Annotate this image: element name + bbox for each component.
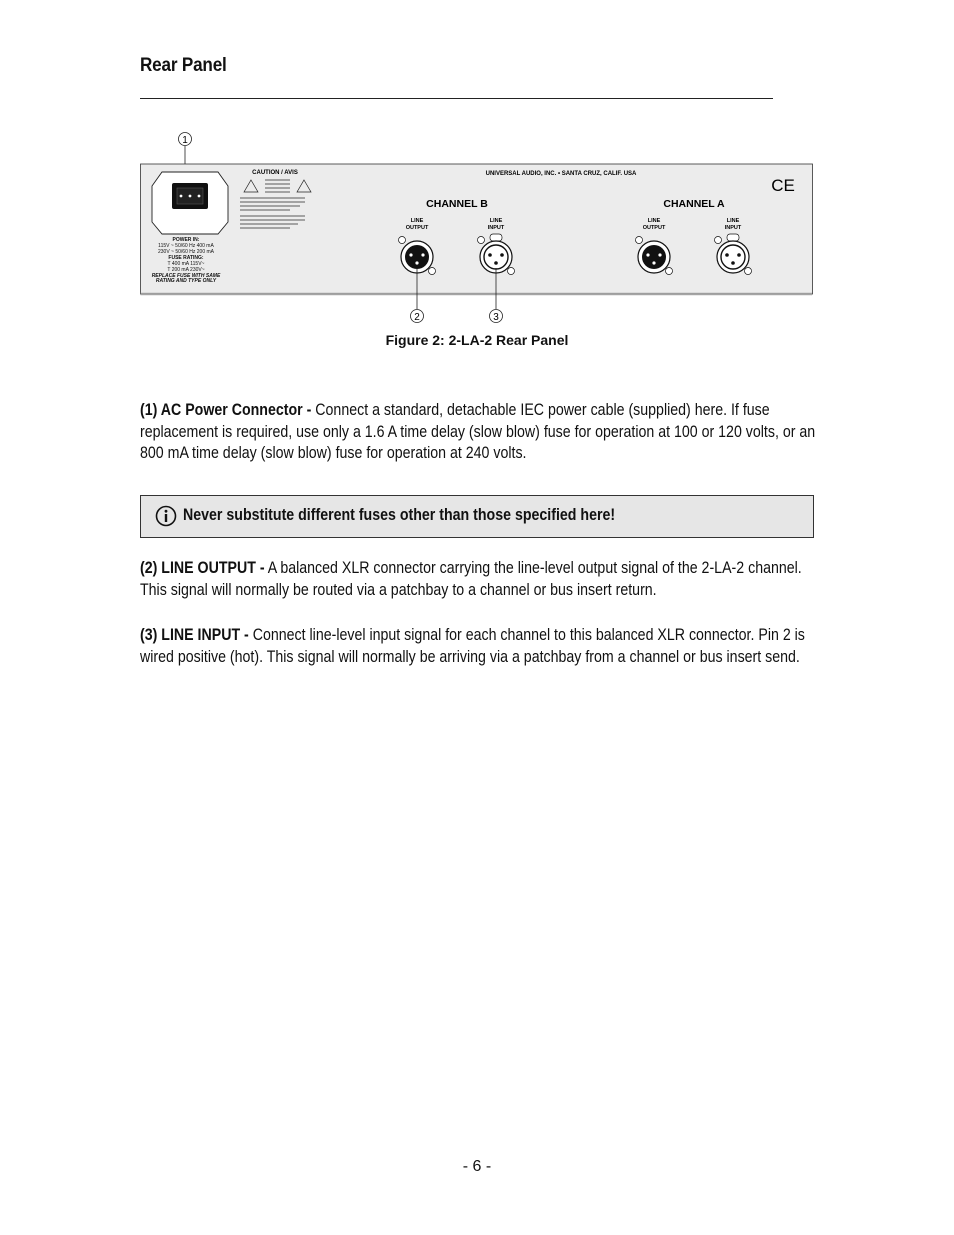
maker-label: UNIVERSAL AUDIO, INC. • SANTA CRUZ, CALIF. USA xyxy=(485,171,637,177)
item-line-output xyxy=(140,558,819,601)
svg-text:115V ~ 50/60 Hz 400 mA: 115V ~ 50/60 Hz 400 mA xyxy=(158,243,214,249)
rear-panel-figure xyxy=(140,128,814,324)
ac-power-connector xyxy=(152,172,228,234)
channel-b-label: CHANNEL B xyxy=(426,198,488,210)
panel-body xyxy=(141,164,813,294)
svg-text:INPUT: INPUT xyxy=(724,225,742,231)
svg-text:2: 2 xyxy=(414,312,420,323)
svg-text:1: 1 xyxy=(182,135,188,146)
svg-text:FUSE RATING:: FUSE RATING: xyxy=(168,255,204,261)
item-text: A balanced XLR connector carrying the line-level output signal of the 2-LA-2 channel. This signal will normally be routed via a patchbay to a channel or bus insert return. xyxy=(140,559,802,599)
svg-text:POWER IN:: POWER IN: xyxy=(172,237,200,243)
item-line-input xyxy=(140,625,819,668)
info-icon xyxy=(155,505,177,527)
svg-text:REPLACE FUSE WITH SAME: REPLACE FUSE WITH SAME xyxy=(151,273,221,279)
item-label: (3) LINE INPUT - xyxy=(140,626,249,644)
svg-text:T 400 mA 115V~: T 400 mA 115V~ xyxy=(167,261,205,267)
page-title: Rear Panel xyxy=(140,55,227,76)
title-underline xyxy=(140,98,773,99)
item-label: (2) LINE OUTPUT - xyxy=(140,559,265,577)
svg-text:230V ~ 50/60 Hz 200 mA: 230V ~ 50/60 Hz 200 mA xyxy=(157,249,215,255)
ce-mark: CE xyxy=(771,176,795,195)
svg-text:INPUT: INPUT xyxy=(487,225,505,231)
svg-text:OUTPUT: OUTPUT xyxy=(642,225,666,231)
svg-text:CAUTION / AVIS: CAUTION / AVIS xyxy=(252,170,298,176)
svg-text:LINE: LINE xyxy=(489,218,503,224)
svg-text:T 200 mA 230V~: T 200 mA 230V~ xyxy=(167,267,205,273)
svg-text:OUTPUT: OUTPUT xyxy=(405,225,429,231)
svg-text:LINE: LINE xyxy=(647,218,661,224)
svg-text:3: 3 xyxy=(493,312,499,323)
item-label: (1) AC Power Connector - xyxy=(140,401,312,419)
figure-caption: Figure 2: 2-LA-2 Rear Panel xyxy=(385,332,569,348)
channel-a-label: CHANNEL A xyxy=(663,198,725,210)
note-text: Never substitute different fuses other than those specified here! xyxy=(183,506,616,524)
item-text: Connect a standard, detachable IEC power cable (supplied) here. If fuse replacement is required, use only a 1.6 A time delay (slow blow) fuse for operation at 100 or 120 volts, or an 800 mA time delay (slow blow) fuse for operation at 240 volts. xyxy=(140,401,816,462)
page-number: - 6 - xyxy=(462,1158,492,1175)
svg-text:LINE: LINE xyxy=(726,218,740,224)
svg-text:LINE: LINE xyxy=(410,218,424,224)
svg-text:RATING AND TYPE ONLY: RATING AND TYPE ONLY xyxy=(155,278,217,284)
item-text: Connect line-level input signal for each channel to this balanced XLR connector. Pin 2 is wired positive (hot). This signal will normally be arriving via a patchbay from a channel or bus insert send. xyxy=(140,626,805,666)
item-ac-power xyxy=(140,400,819,465)
fuse-warning-note xyxy=(140,495,814,538)
